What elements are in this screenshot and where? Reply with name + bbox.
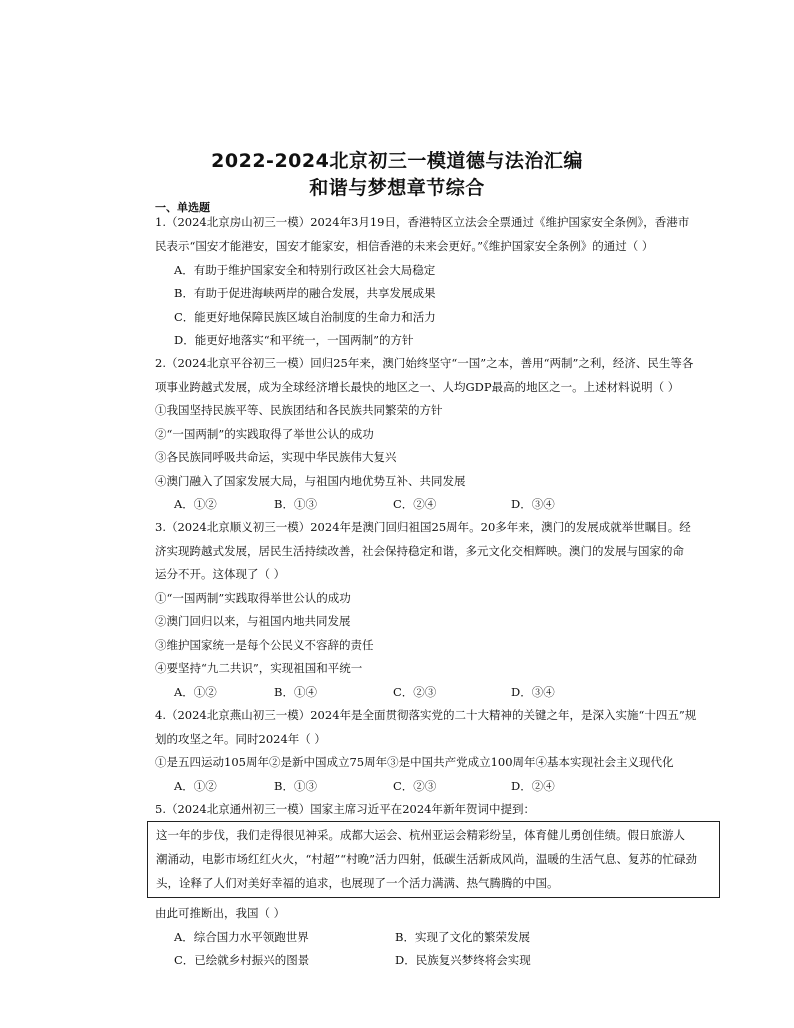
question-2-statement-2: ②“一国两制”的实践取得了举世公认的成功 [155, 427, 374, 441]
quote-line-1: 这一年的步伐，我们走得很见神采。成都大运会、杭州亚运会精彩纷呈，体育健儿勇创佳绩。假日旅游人 [156, 828, 685, 842]
question-2-choice-c: C．②④ [393, 497, 437, 511]
question-5-option-d: D．民族复兴梦终将会实现 [395, 953, 531, 967]
quote-line-2: 潮涌动，电影市场红红火火，“村超”“村晚”活力四射，低碳生活新成风尚，温暖的生活气息、复苏的忙碌劲 [156, 852, 698, 866]
question-2-choice-d: D．③④ [511, 497, 555, 511]
question-4-choice-d: D．②④ [511, 779, 555, 793]
question-5-option-b: B．实现了文化的繁荣发展 [395, 930, 530, 944]
question-2-statement-1: ①我国坚持民族平等、民族团结和各民族共同繁荣的方针 [155, 403, 443, 417]
question-3-stem: 3.（2024北京顺义初三一模）2024年是澳门回归祖国25周年。20多年来，澳门的发展成就举世瞩目。经 [155, 520, 691, 534]
question-1-stem-cont: 民表示“国安才能港安，国安才能家安，相信香港的未来会更好。”《维护国家安全条例》的通过（ ） [155, 239, 654, 253]
question-3-choice-c: C．②③ [393, 685, 437, 699]
question-2-choice-b: B．①③ [274, 497, 317, 511]
question-3-statement-1: ①“一国两制”实践取得举世公认的成功 [155, 591, 351, 605]
question-1-option-a: A．有助于维护国家安全和特别行政区社会大局稳定 [174, 263, 436, 277]
question-3-choice-d: D．③④ [511, 685, 555, 699]
question-4-choice-c: C．②③ [393, 779, 437, 793]
document-title: 2022-2024北京初三一模道德与法治汇编 [211, 150, 583, 172]
question-3-choice-a: A．①② [174, 685, 217, 699]
document-subtitle: 和谐与梦想章节综合 [309, 177, 485, 199]
question-4-choice-b: B．①③ [274, 779, 317, 793]
question-1-option-c: C．能更好地保障民族区域自治制度的生命力和活力 [174, 310, 436, 324]
question-1-stem: 1.（2024北京房山初三一模）2024年3月19日，香港特区立法会全票通过《维护国家安全条例》，香港市 [155, 215, 690, 229]
question-4-choice-a: A．①② [174, 779, 217, 793]
section-heading: 一、单选题 [155, 201, 210, 214]
question-2-stem-cont: 项事业跨越式发展，成为全球经济增长最快的地区之一、人均GDP最高的地区之一。上述材料说明（ ） [155, 380, 680, 394]
quote-box [147, 821, 720, 898]
question-3-statement-2: ②澳门回归以来，与祖国内地共同发展 [155, 614, 351, 628]
question-4-statements: ①是五四运动105周年②是新中国成立75周年③是中国共产党成立100周年④基本实现社会主义现代化 [155, 755, 674, 769]
quote-line-3: 头，诠释了人们对美好幸福的追求，也展现了一个活力满满、热气腾腾的中国。 [156, 876, 559, 890]
question-2-stem: 2.（2024北京平谷初三一模）回归25年来，澳门始终坚守“一国”之本，善用“两制”之利，经济、民生等各 [155, 356, 694, 370]
question-2-statement-3: ③各民族同呼吸共命运，实现中华民族伟大复兴 [155, 450, 397, 464]
question-5-stem: 5.（2024北京通州初三一模）国家主席习近平在2024年新年贺词中提到： [155, 802, 536, 816]
question-1-option-b: B．有助于促进海峡两岸的融合发展，共享发展成果 [174, 286, 436, 300]
question-4-stem: 4.（2024北京燕山初三一模）2024年是全面贯彻落实党的二十大精神的关键之年，是深入实施“十四五”规 [155, 708, 697, 722]
question-3-stem-cont-2: 运分不开。这体现了（ ） [155, 567, 286, 581]
question-3-statement-3: ③维护国家统一是每个公民义不容辞的责任 [155, 638, 374, 652]
question-2-choice-a: A．①② [174, 497, 217, 511]
question-4-stem-cont: 划的攻坚之年。同时2024年（ ） [155, 732, 326, 746]
question-3-choice-b: B．①④ [274, 685, 317, 699]
question-5-option-c: C．已绘就乡村振兴的图景 [174, 953, 310, 967]
question-1-option-d: D．能更好地落实“和平统一，一国两制”的方针 [174, 333, 414, 347]
question-5-prompt: 由此可推断出，我国（ ） [155, 906, 286, 920]
question-3-stem-cont-1: 济实现跨越式发展，居民生活持续改善，社会保持稳定和谐，多元文化交相辉映。澳门的发展与国家的命 [155, 544, 684, 558]
question-3-statement-4: ④要坚持“九二共识”，实现祖国和平统一 [155, 661, 363, 675]
question-5-option-a: A．综合国力水平领跑世界 [174, 930, 309, 944]
question-2-statement-4: ④澳门融入了国家发展大局，与祖国内地优势互补、共同发展 [155, 474, 466, 488]
